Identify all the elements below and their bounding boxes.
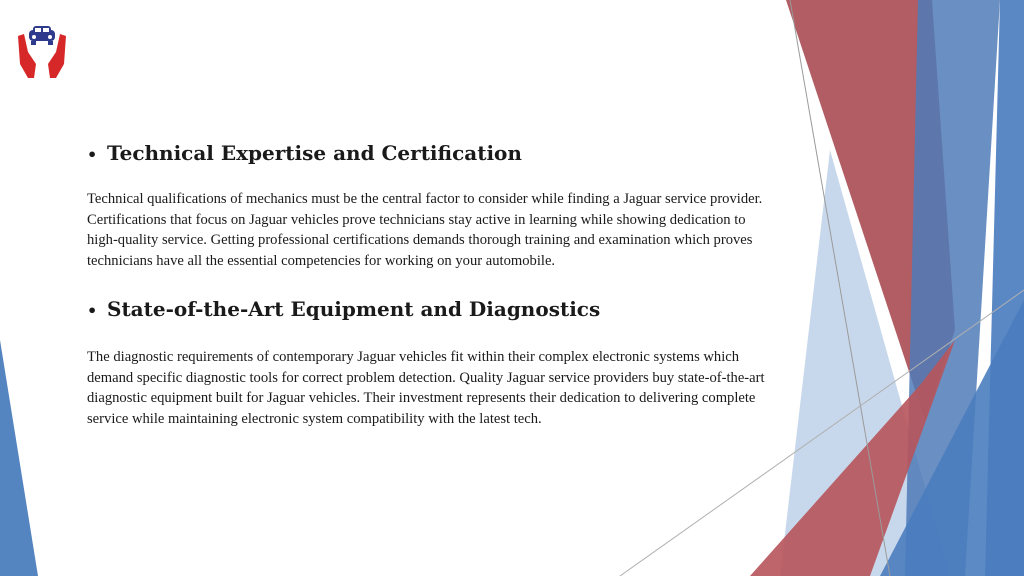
section-heading-2	[87, 296, 767, 324]
section-body-1: Technical qualifications of mechanics must be the central factor to consider while finding a Jaguar service provider. Certifications that focus on Jaguar vehicles prove technicians stay active in learning while showing dedication to high-quality service. Getting professional certifications demands thorough training and examination which proves technicians have all the essential competencies for working on your automobile.	[87, 191, 763, 269]
section-heading-1	[87, 140, 767, 168]
section-heading-text: State-of-the-Art Equipment and Diagnostics	[107, 297, 601, 321]
bullet-icon: •	[87, 301, 98, 320]
logo	[14, 24, 70, 80]
left-blue-stripe	[0, 340, 38, 576]
bullet-icon: •	[87, 145, 98, 164]
car-in-hands-icon	[14, 24, 70, 80]
section-body-2: The diagnostic requirements of contemporary Jaguar vehicles fit within their complex electronic systems which demand specific diagnostic tools for correct problem detection. Quality Jaguar service providers buy state-of-the-art diagnostic equipment built for Jaguar vehicles. Their investment represents their dedication to delivering complete service while maintaining electronic system compatibility with the latest tech.	[87, 349, 765, 427]
slide-content	[87, 140, 767, 429]
section-heading-text: Technical Expertise and Certification	[107, 141, 522, 165]
